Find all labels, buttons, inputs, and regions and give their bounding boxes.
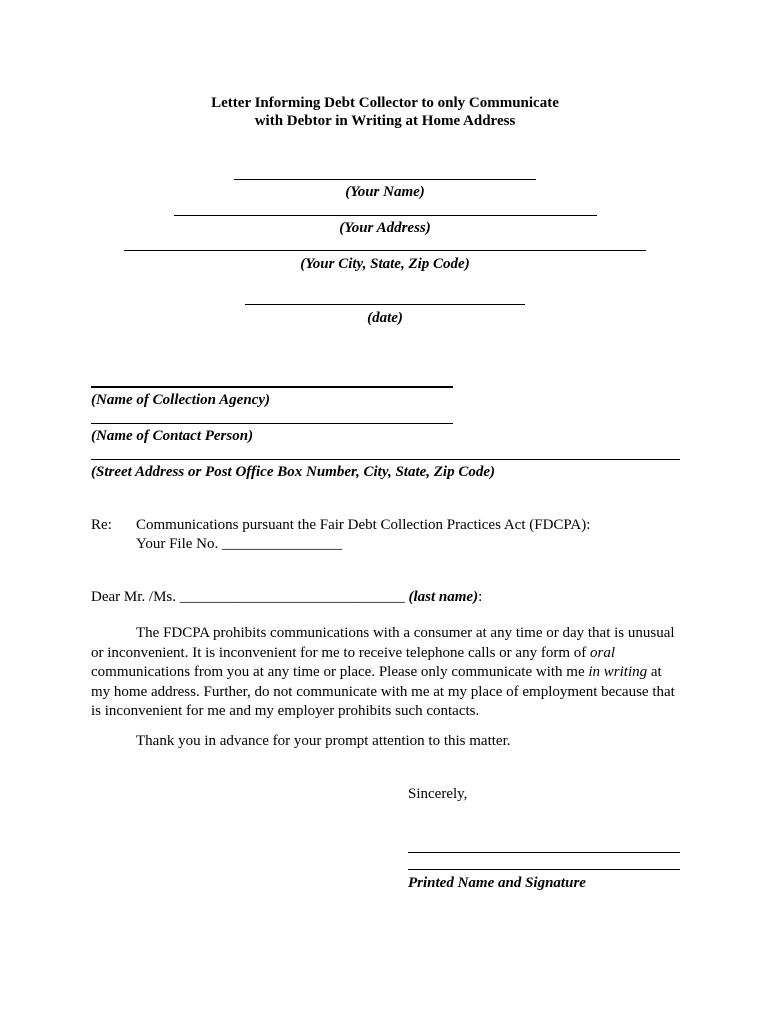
- body-p1-part-c: at my home address. Further, do not communicate with me at my place of employment because that is inconvenient for me and my employer prohibits such contacts.: [91, 664, 675, 719]
- body-paragraph-2: Thank you in advance for your prompt attention to this matter.: [136, 733, 511, 749]
- re-prefix: Re:: [91, 517, 112, 533]
- salutation-text: Dear Mr. /Ms. ______________________________: [91, 589, 409, 605]
- contact-person-line[interactable]: [91, 423, 453, 424]
- collection-agency-label: (Name of Collection Agency): [91, 392, 270, 408]
- date-line[interactable]: [245, 304, 525, 305]
- title-line-1: Letter Informing Debt Collector to only Communicate: [211, 95, 559, 111]
- body-p1-oral: oral: [590, 644, 616, 661]
- contact-person-label: (Name of Contact Person): [91, 428, 254, 444]
- street-address-label: (Street Address or Post Office Box Number, City, State, Zip Code): [91, 464, 496, 480]
- body-paragraph-1: [91, 624, 681, 722]
- signature-line-2[interactable]: [408, 869, 680, 870]
- your-name-label: (Your Name): [345, 184, 425, 200]
- your-city-line[interactable]: [124, 250, 646, 251]
- your-name-line[interactable]: [234, 179, 536, 180]
- salutation: [91, 588, 482, 606]
- re-subject: Communications pursuant the Fair Debt Collection Practices Act (FDCPA):: [136, 517, 591, 533]
- signature-line-1[interactable]: [408, 852, 680, 853]
- salutation-colon: :: [478, 589, 483, 605]
- last-name-placeholder: (last name): [408, 589, 479, 605]
- signature-label: Printed Name and Signature: [408, 875, 586, 891]
- re-file-number: Your File No. ________________: [136, 536, 342, 552]
- body-p1-part-b: communications from you at any time or place. Please only communicate with me: [91, 664, 589, 680]
- body-p1-part-a: The FDCPA prohibits communications with a consumer at any time or day that is unusual or inconvenient. It is inconvenient for me to receive telephone calls or any form of: [91, 625, 675, 661]
- your-address-line[interactable]: [174, 215, 597, 216]
- collection-agency-line[interactable]: [91, 386, 453, 388]
- street-address-line[interactable]: [91, 459, 680, 460]
- title-line-2: with Debtor in Writing at Home Address: [254, 113, 516, 129]
- body-p1-writing: in writing: [588, 664, 648, 680]
- closing-sincerely: Sincerely,: [408, 786, 468, 802]
- date-label: (date): [367, 310, 403, 326]
- your-city-label: (Your City, State, Zip Code): [300, 256, 470, 272]
- your-address-label: (Your Address): [339, 220, 431, 236]
